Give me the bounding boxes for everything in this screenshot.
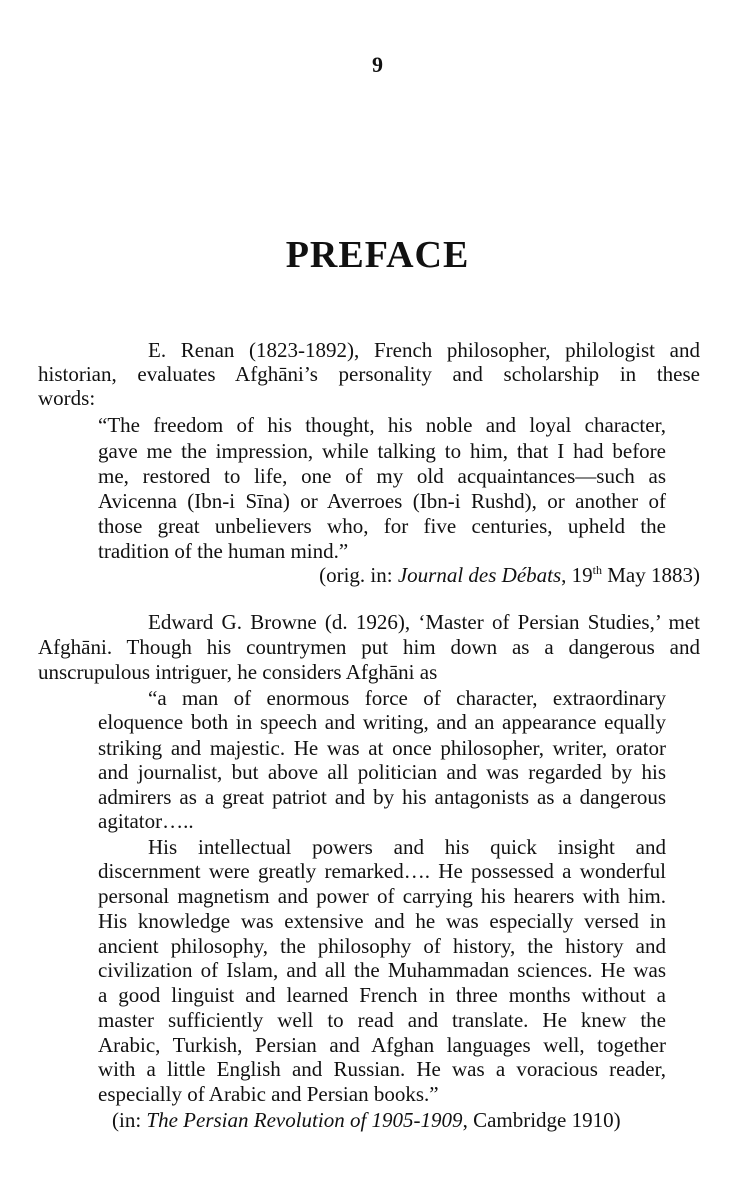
renan-citation (238, 563, 700, 587)
quote-line: civilization of Islam, and all the Muhammadan sciences. He was (98, 958, 666, 982)
citation-superscript: th (592, 563, 602, 577)
quote-line: His knowledge was extensive and he was especially versed in (98, 909, 666, 933)
quote-line: especially of Arabic and Persian books.” (98, 1082, 439, 1106)
quote-line: master sufficiently well to read and translate. He knew the (98, 1008, 666, 1032)
quote-line: His intellectual powers and his quick insight and (148, 835, 666, 859)
page-title: PREFACE (285, 234, 470, 276)
quote-line: eloquence both in speech and writing, and an appearance equally (98, 710, 666, 734)
citation-suffix: , Cambridge 1910) (462, 1108, 621, 1132)
paragraph-line: E. Renan (1823-1892), French philosopher, philologist and (148, 338, 700, 362)
quote-line: a good linguist and learned French in three months without a (98, 983, 666, 1007)
citation-suffix: May 1883) (602, 563, 700, 587)
quote-line: tradition of the human mind.” (98, 539, 349, 563)
quote-line: Arabic, Turkish, Persian and Afghan languages well, together (98, 1033, 666, 1057)
quote-line: those great unbelievers who, for five centuries, upheld the (98, 514, 666, 538)
citation-source: Journal des Débats (397, 563, 562, 587)
quote-line: me, restored to life, one of my old acquaintances—such as (98, 464, 666, 488)
quote-line: ancient philosophy, the philosophy of history, the history and (98, 934, 666, 958)
citation-middle: , 19 (561, 563, 593, 587)
paragraph-line: unscrupulous intriguer, he considers Afghāni as (38, 660, 438, 684)
quote-line: admirers as a great patriot and by his antagonists as a dangerous (98, 785, 666, 809)
quote-line: with a little English and Russian. He was a voracious reader, (98, 1057, 666, 1081)
quote-line: and journalist, but above all politician and was regarded by his (98, 760, 666, 784)
quote-line: gave me the impression, while talking to him, that I had before (98, 439, 666, 463)
paragraph-line: Edward G. Browne (d. 1926), ‘Master of Persian Studies,’ met (148, 610, 700, 634)
quote-line: “a man of enormous force of character, extraordinary (148, 686, 666, 710)
citation-source: The Persian Revolution of 1905-1909 (146, 1108, 463, 1132)
quote-line: “The freedom of his thought, his noble and loyal character, (98, 413, 666, 437)
citation-prefix: (in: (112, 1108, 147, 1132)
quote-line: personal magnetism and power of carrying his hearers with him. (98, 884, 666, 908)
paragraph-line: historian, evaluates Afghāni’s personality and scholarship in these (38, 362, 700, 386)
quote-line: agitator….. (98, 809, 194, 833)
page-number: 9 (372, 52, 383, 77)
paragraph-line: Afghāni. Though his countrymen put him down as a dangerous and (38, 635, 700, 659)
citation-prefix: (orig. in: (319, 563, 398, 587)
quote-line: Avicenna (Ibn-i Sīna) or Averroes (Ibn-i Rushd), or another of (98, 489, 666, 513)
quote-line: striking and majestic. He was at once philosopher, writer, orator (98, 736, 666, 760)
quote-line: discernment were greatly remarked…. He possessed a wonderful (98, 859, 666, 883)
browne-citation (112, 1108, 638, 1132)
paragraph-line: words: (38, 386, 96, 410)
